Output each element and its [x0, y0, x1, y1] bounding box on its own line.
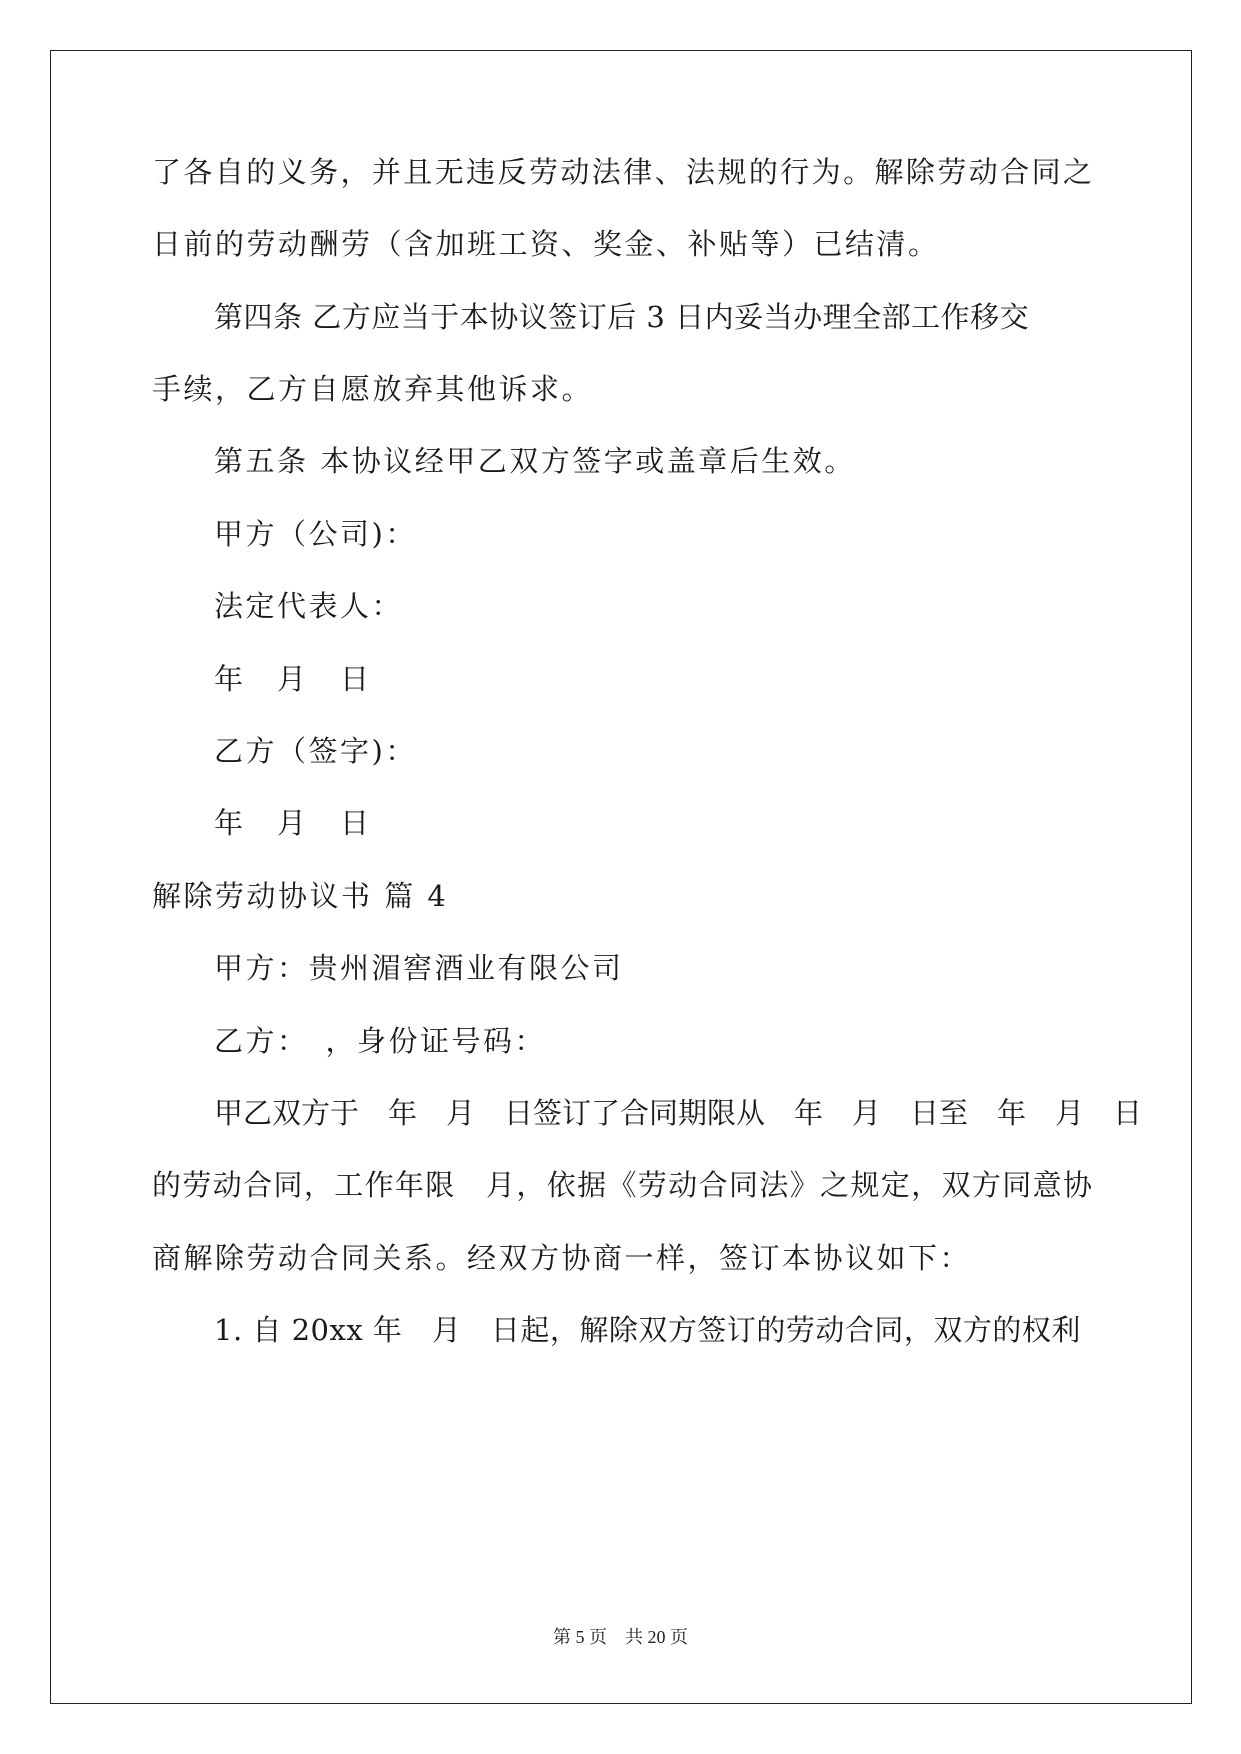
date-line-2: 年 月 日 [214, 806, 372, 840]
page-number-footer: 第 5 页 共 20 页 [553, 1627, 688, 1647]
paragraph-line-2: 的劳动合同，工作年限 月，依据《劳动合同法》之规定，双方同意协 [152, 1168, 1092, 1202]
section-heading: 解除劳动协议书 篇 4 [152, 879, 449, 913]
body-line-2: 日前的劳动酬劳（含加班工资、奖金、补贴等）已结清。 [152, 227, 940, 261]
article-5-line: 第五条 本协议经甲乙双方签字或盖章后生效。 [214, 444, 856, 478]
party-b-line: 乙方： ，身份证号码： [214, 1024, 547, 1058]
article-4-line-2: 手续，乙方自愿放弃其他诉求。 [152, 372, 594, 406]
article-4-line-1: 第四条 乙方应当于本协议签订后 3 日内妥当办理全部工作移交 [214, 300, 1030, 334]
party-a-line: 甲方：贵州湄窖酒业有限公司 [214, 951, 624, 985]
paragraph-line-3: 商解除劳动合同关系。经双方协商一样，签订本协议如下： [152, 1241, 972, 1275]
party-a-company-line: 甲方（公司)： [214, 517, 417, 551]
party-b-signature-line: 乙方（签字)： [214, 734, 417, 768]
body-line-1: 了各自的义务，并且无违反劳动法律、法规的行为。解除劳动合同之 [152, 155, 1092, 189]
clause-1-line: 1. 自 20xx 年 月 日起，解除双方签订的劳动合同，双方的权利 [214, 1313, 1081, 1347]
date-line-1: 年 月 日 [214, 662, 372, 696]
legal-representative-line: 法定代表人： [214, 589, 404, 623]
paragraph-line-1: 甲乙双方于 年 月 日签订了合同期限从 年 月 日至 年 月 日 [214, 1096, 1143, 1130]
